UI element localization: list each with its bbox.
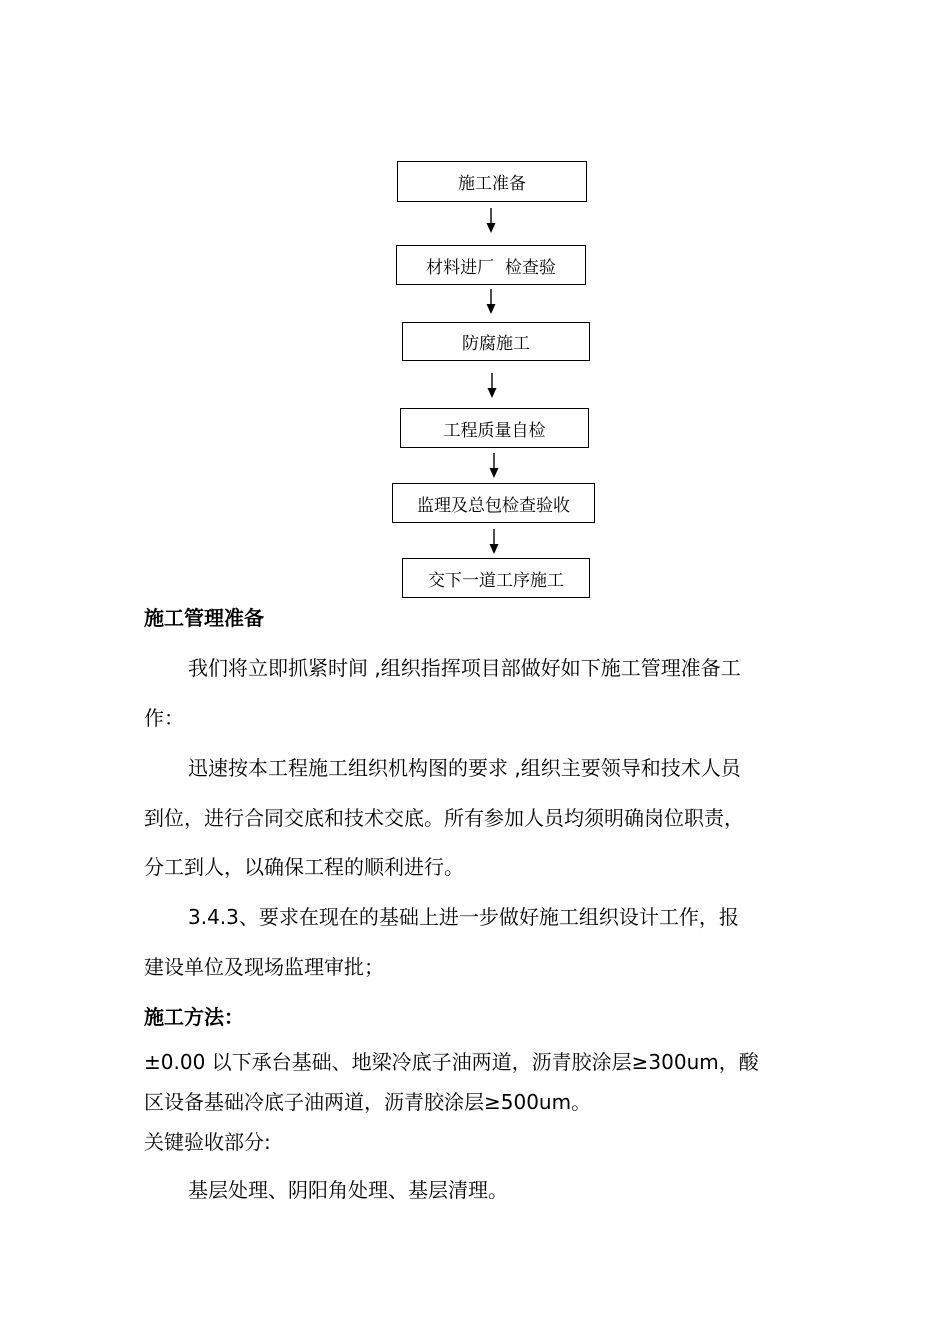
section-heading-method: 施工方法： — [144, 1005, 244, 1029]
paragraph-line: 基层处理、阴阳角处理、基层清理。 — [188, 1178, 508, 1202]
paragraph-line: 3.4.3、要求在现在的基础上进一步做好施工组织设计工作，报 — [188, 905, 739, 929]
arrow-down-icon — [485, 289, 497, 315]
paragraph-line: ±0.00 以下承台基础、地梁冷底子油两道，沥青胶涂层≥300um，酸 — [144, 1050, 759, 1074]
flow-step-handover: 交下一道工序施工 — [402, 558, 590, 598]
paragraph-line: 关键验收部分: — [144, 1130, 271, 1154]
paragraph-line: 迅速按本工程施工组织机构图的要求 ,组织主要领导和技术人员 — [188, 756, 741, 780]
section-heading-management: 施工管理准备 — [144, 606, 264, 630]
flow-step-prep: 施工准备 — [397, 161, 587, 202]
flow-step-self-check: 工程质量自检 — [400, 408, 589, 448]
flow-step-inspection: 监理及总包检查验收 — [392, 483, 595, 523]
arrow-down-icon — [488, 453, 500, 479]
paragraph-line: 分工到人，以确保工程的顺利进行。 — [144, 855, 464, 879]
flow-step-material: 材料进厂 检查验 — [396, 245, 586, 285]
paragraph-line: 建设单位及现场监理审批； — [144, 955, 384, 979]
arrow-down-icon — [488, 529, 500, 555]
arrow-down-icon — [486, 373, 498, 399]
flow-step-anticorrosion: 防腐施工 — [402, 322, 590, 361]
paragraph-line: 区设备基础冷底子油两道，沥青胶涂层≥500um。 — [144, 1090, 592, 1114]
paragraph-line: 作： — [144, 706, 184, 730]
paragraph-line: 我们将立即抓紧时间 ,组织指挥项目部做好如下施工管理准备工 — [188, 656, 741, 680]
paragraph-line: 到位，进行合同交底和技术交底。所有参加人员均须明确岗位职责， — [144, 806, 744, 830]
arrow-down-icon — [485, 208, 497, 234]
